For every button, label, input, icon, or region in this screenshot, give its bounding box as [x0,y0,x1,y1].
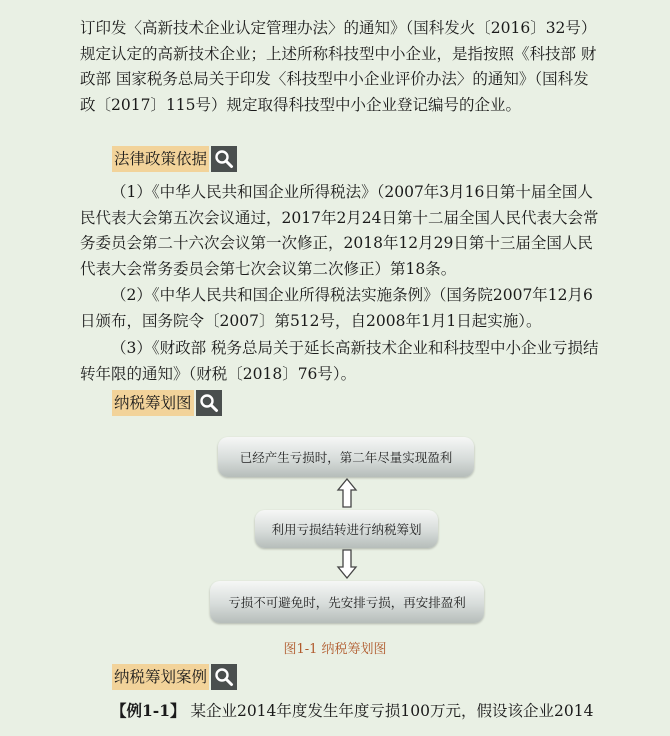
search-icon[interactable] [211,146,237,172]
example-label: 【例1-1】 [111,701,186,720]
flow-box-top: 已经产生亏损时，第二年尽量实现盈利 [218,437,474,477]
section-label: 法律政策依据 [112,146,209,172]
section-heading-law-basis [112,146,237,172]
intro-paragraph: 订印发〈高新技术企业认定管理办法〉的通知》（国科发火〔2016〕32号）规定认定的高新技术企业；上述所称科技型中小企业，是指按照《科技部 财政部 国家税务总局关于印发〈科技型中小企业评价办法〉的通知》（国科发政〔2017〕115号）规定取得科技型中小企业登记编号的企业。 [80,19,597,114]
example-text: 某企业2014年度发生年度亏损100万元，假设该企业2014 [190,702,594,720]
search-icon[interactable] [211,664,237,690]
law-item-3: （3）《财政部 税务总局关于延长高新技术企业和科技型中小企业亏损结转年限的通知》（财税〔2018〕76号）。 [80,339,599,383]
arrow-up-icon [336,478,358,508]
flow-box-middle: 利用亏损结转进行纳税筹划 [255,510,438,548]
section-heading-planning-case [112,664,237,690]
law-item-2: （2）《中华人民共和国企业所得税法实施条例》（国务院2007年12月6日颁布，国务院令〔2007〕第512号，自2008年1月1日起实施）。 [80,286,593,330]
section-label: 纳税筹划案例 [112,664,209,690]
section-label: 纳税筹划图 [112,390,194,416]
figure-caption: 图1-1 纳税筹划图 [283,642,387,657]
search-icon[interactable] [196,390,222,416]
arrow-down-icon [336,549,358,579]
example-paragraph [80,698,620,724]
law-item-1: （1）《中华人民共和国企业所得税法》（2007年3月16日第十届全国人民代表大会第五次会议通过，2017年2月24日第十二届全国人民代表大会常务委员会第二十六次会议第一次修正，2018年12月29日第十三届全国人民代表大会常务委员会第七次会议第二次修正）第18条。 [80,183,599,278]
flow-box-bottom: 亏损不可避免时，先安排亏损，再安排盈利 [210,581,484,623]
section-heading-planning-chart [112,390,222,416]
